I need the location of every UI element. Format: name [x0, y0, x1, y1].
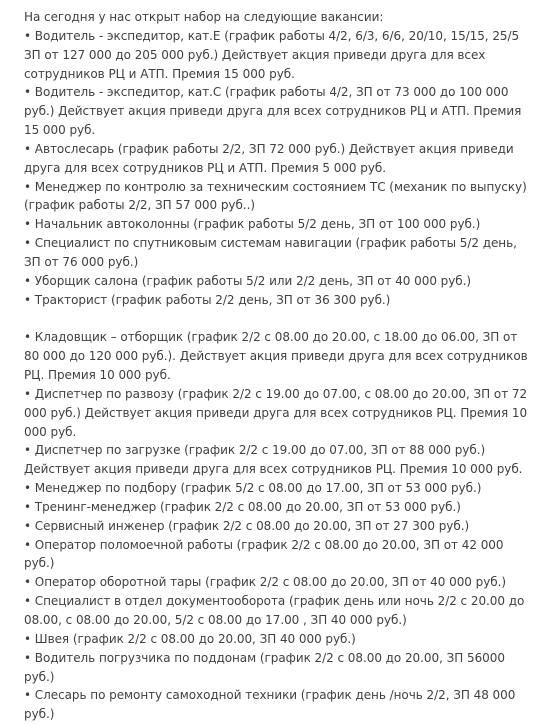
vacancy-item: • Оператор оборотной тары (график 2/2 с 08.00 до 20.00, ЗП от 40 000 руб.)	[24, 575, 507, 590]
vacancy-item: • Автослесарь (график работы 2/2, ЗП 72 000 руб.) Действует акция приведи друга для всех сотрудников РЦ и АТП. Премия 5 000 руб.	[24, 141, 514, 175]
vacancy-item: • Водитель - экспедитор, кат.Е (график работы 4/2, 6/3, 6/6, 20/10, 15/15, 25/5 ЗП от 127 000 до 205 000 руб.) Действует акция приведи друга для всех сотрудников РЦ и АТП. Премия 15 000 руб.	[24, 28, 520, 81]
vacancy-item: • Диспетчер по развозу (график 2/2 с 19.00 до 07.00, с 08.00 до 20.00, ЗП от 72 000 руб.) Действует акция приведи друга для всех сотрудников РЦ. Премия 10 000 руб.	[24, 386, 528, 439]
vacancy-item: • Специалист по спутниковым системам навигации (график работы 5/2 день, ЗП от 76 000 руб.)	[24, 236, 517, 269]
vacancy-item: • Тракторист (график работы 2/2 день, ЗП от 36 300 руб.)	[24, 292, 391, 307]
vacancy-item: • Швея (график 2/2 с 08.00 до 20.00, ЗП 40 000 руб.)	[24, 631, 356, 646]
vacancy-item: • Слесарь по ремонту самоходной техники (график день /ночь 2/2, ЗП 48 000 руб.)	[24, 688, 516, 722]
vacancy-list-transport	[24, 27, 536, 310]
vacancy-item: • Водитель - экспедитор, кат.С (график работы 4/2, ЗП от 73 000 до 100 000 руб.) Действует акция приведи друга для всех сотрудников РЦ и АТП. Премия 15 000 руб.	[24, 85, 522, 138]
vacancy-item: • Диспетчер по загрузке (график 2/2 с 19.00 до 07.00, ЗП от 88 000 руб.) Действует акция приведи друга для всех сотрудников РЦ. Премия 10 000 руб.	[24, 443, 523, 477]
vacancy-item: • Сервисный инженер (график 2/2 с 08.00 до 20.00, ЗП от 27 300 руб.)	[24, 518, 470, 533]
vacancies-intro: На сегодня у нас открыт набор на следующие вакансии:	[24, 10, 384, 24]
vacancy-item: • Кладовщик – отборщик (график 2/2 с 08.00 до 20.00, с 18.00 до 06.00, ЗП от 80 000 до 120 000 руб.). Действует акция приведи друга для всех сотрудников РЦ. Премия 10 000 руб.	[24, 330, 528, 383]
paragraph-gap	[24, 310, 536, 329]
vacancy-item: • Менеджер по контролю за техническим состоянием ТС (механик по выпуску) (график работы 2/2, ЗП 57 000 руб..)	[24, 179, 527, 213]
vacancy-item: • Начальник автоколонны (график работы 5/2 день, ЗП от 100 000 руб.)	[24, 217, 481, 232]
vacancy-item: • Водитель погрузчика по поддонам (график 2/2 с 08.00 до 20.00, ЗП 56000 руб.)	[24, 650, 505, 684]
vacancy-list-distribution-center	[24, 328, 536, 724]
vacancy-item: • Менеджер по подбору (график 5/2 с 08.00 до 17.00, ЗП от 53 000 руб.)	[24, 481, 482, 496]
vacancy-item: • Уборщик салона (график работы 5/2 или 2/2 день, ЗП от 40 000 руб.)	[24, 273, 472, 288]
vacancy-item: • Оператор поломоечной работы (график 2/2 с 08.00 до 20.00, ЗП от 42 000 руб.)	[24, 537, 504, 571]
vacancy-item: • Тренинг-менеджер (график 2/2 с 08.00 до 20.00, ЗП от 53 000 руб.)	[24, 499, 461, 514]
vacancy-item: • Специалист в отдел документооборота (график день или ночь 2/2 с 20.00 до 08.00, с 08.00 до 20.00, 5/2 с 08.00 до 17.00 , ЗП 40 000 руб.)	[24, 594, 525, 627]
